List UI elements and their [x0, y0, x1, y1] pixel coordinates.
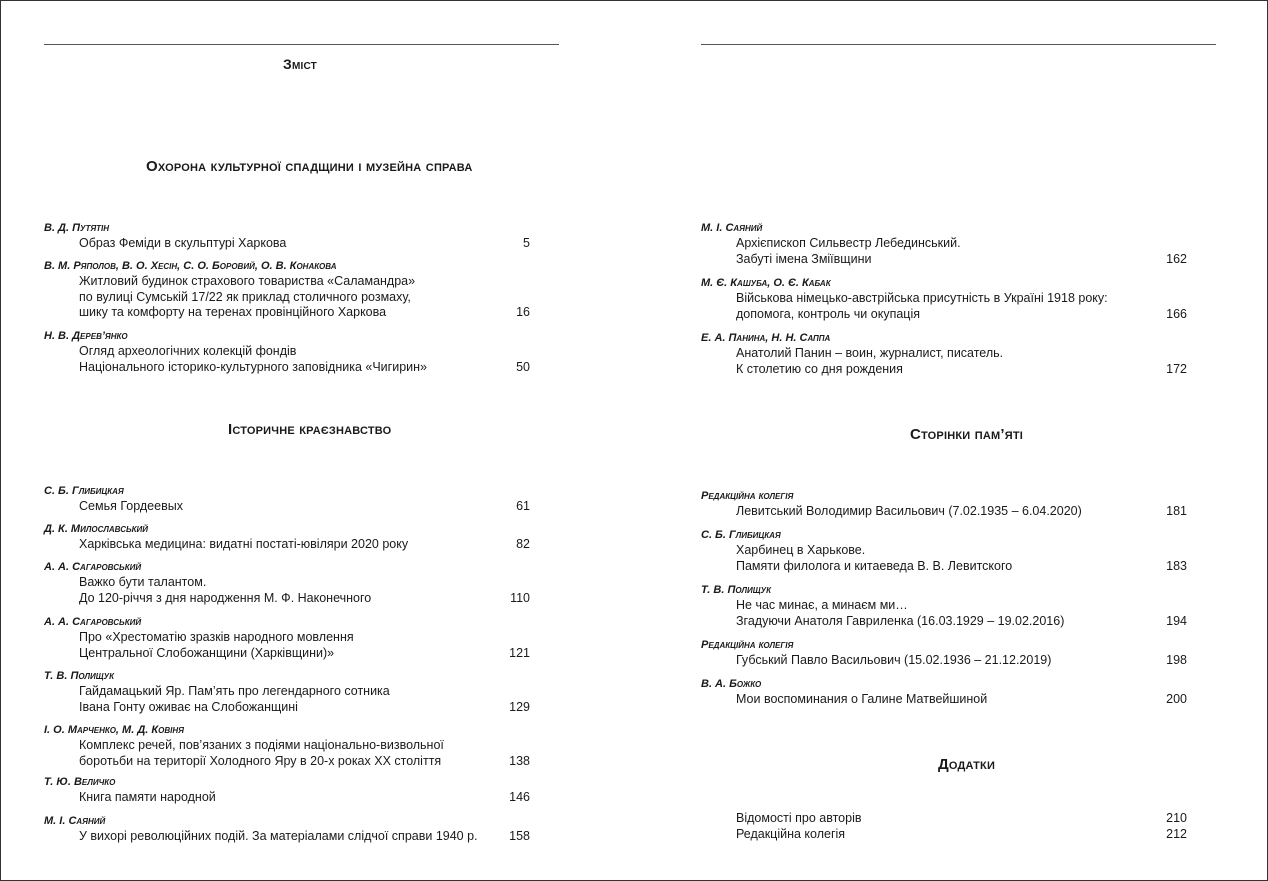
entry-title-line: боротьби на території Холодного Яру в 20-х роках ХХ століття: [79, 753, 442, 768]
entry-author: Редакційна колегія: [701, 639, 794, 651]
toc-entry[interactable]: [44, 615, 354, 661]
entry-author: С. Б. Глибицкая: [44, 485, 124, 497]
toc-entry[interactable]: [701, 677, 987, 708]
toc-entry[interactable]: [44, 560, 371, 606]
entry-title-line: Семья Гордеевых: [79, 499, 183, 513]
entry-author: І. О. Марченко, М. Д. Ковіня: [44, 724, 184, 736]
entry-page-number: 50: [516, 359, 530, 374]
toc-entry[interactable]: [44, 329, 427, 375]
entry-author: М. І. Саяний: [701, 222, 763, 234]
entry-page-number: 129: [509, 699, 530, 714]
entry-title-line: Анатолий Панин – воин, журналист, писатель.: [736, 346, 1004, 360]
entry-title-line: Центральної Слобожанщини (Харківщини)»: [79, 645, 335, 660]
toc-entry[interactable]: [701, 811, 862, 827]
entry-author: С. Б. Глибицкая: [701, 529, 781, 541]
entry-author: А. А. Сагаровський: [44, 616, 142, 628]
entry-page-number: 82: [516, 537, 530, 551]
entry-title-line: Національного історико-культурного заповідника «Чигирин»: [79, 359, 427, 374]
entry-page-number: 162: [1166, 251, 1187, 266]
entry-page-number: 61: [516, 499, 530, 513]
entry-title-line: Огляд археологічних колекцій фондів: [79, 344, 297, 358]
toc-entry[interactable]: [701, 331, 1003, 377]
entry-title-line: допомога, контроль чи окупація: [736, 306, 920, 321]
entry-title-line: До 120-річчя з дня народження М. Ф. Наконечного: [79, 590, 372, 605]
toc-entry[interactable]: [701, 638, 1051, 669]
toc-entry[interactable]: [701, 276, 1108, 322]
toc-entry[interactable]: [44, 669, 390, 715]
toc-entry[interactable]: [44, 221, 286, 252]
entry-title-line: Івана Гонту оживає на Слобожанщині: [79, 699, 298, 714]
toc-entry[interactable]: [44, 259, 415, 321]
entry-title-line: Важко бути талантом.: [79, 575, 207, 589]
entry-title-line: Архієпископ Сильвестр Лебединський.: [736, 236, 961, 250]
entry-title-line: Образ Феміди в скульптурі Харкова: [79, 236, 287, 250]
entry-title-line: Харківська медицина: видатні постаті-ювіляри 2020 року: [79, 537, 409, 551]
entry-title-line: Житловий будинок страхового товариства «Саламандра»: [79, 274, 416, 288]
toc-entry[interactable]: [701, 583, 1064, 629]
entry-page-number: 198: [1166, 653, 1187, 667]
entry-title-line: Харбинец в Харькове.: [736, 543, 866, 557]
entry-page-number: 121: [509, 645, 530, 660]
section-title-memory: Сторінки пам’яті: [910, 426, 1024, 443]
entry-page-number: 194: [1166, 613, 1187, 628]
section-title-appendix: Додатки: [938, 756, 996, 773]
entry-title-line: по вулиці Сумській 17/22 як приклад столичного розмаху,: [79, 289, 411, 304]
entry-title-line: Відомості про авторів: [736, 811, 862, 825]
entry-title-line: Про «Хрестоматію зразків народного мовлення: [79, 630, 354, 644]
entry-title-line: К столетию со дня рождения: [736, 361, 903, 376]
toc-entry[interactable]: [44, 775, 216, 806]
entry-author: Т. Ю. Величко: [44, 776, 116, 788]
entry-page-number: 110: [510, 590, 530, 605]
section-title-local-history: Історичне краєзнавство: [228, 421, 392, 438]
entry-author: В. А. Божко: [701, 678, 762, 690]
entry-author: В. Д. Путятін: [44, 222, 110, 234]
entry-page-number: 181: [1166, 504, 1187, 518]
entry-title-line: Військова німецько-австрійська присутність в Україні 1918 року:: [736, 291, 1108, 305]
right-header-rule: [701, 44, 1216, 45]
entry-page-number: 16: [516, 305, 530, 319]
entry-title-line: Губський Павло Васильович (15.02.1936 – 21.12.2019): [736, 653, 1052, 667]
toc-entry[interactable]: [701, 489, 1082, 520]
entry-page-number: 166: [1166, 306, 1187, 321]
entry-title-line: Гайдамацький Яр. Пам’ять про легендарного сотника: [79, 684, 390, 698]
entry-title-line: Не час минає, а минаєм ми…: [736, 598, 908, 612]
entry-title-line: Книга памяти народной: [79, 790, 216, 804]
entry-page-number: 146: [509, 790, 530, 804]
toc-entry[interactable]: [44, 522, 408, 553]
section-title-heritage: Охорона культурної спадщини і музейна справа: [146, 158, 473, 175]
entry-author: Е. А. Панина, Н. Н. Саппа: [701, 332, 831, 344]
page-title: Зміст: [283, 56, 317, 72]
entry-title-line: У вихорі революційних подій. За матеріалами слідчої справи 1940 р.: [79, 829, 478, 843]
entry-page-number: 210: [1166, 811, 1187, 825]
entry-title-line: Левитський Володимир Васильович (7.02.1935 – 6.04.2020): [736, 504, 1082, 518]
entry-author: В. М. Ряполов, В. О. Хесін, С. О. Боровий, О. В. Конакова: [44, 260, 337, 272]
toc-entry[interactable]: [701, 827, 845, 843]
entry-title-line: Згадуючи Анатоля Гавриленка (16.03.1929 – 19.02.2016): [736, 613, 1065, 628]
toc-entry[interactable]: [44, 814, 478, 845]
entry-author: Редакційна колегія: [701, 490, 794, 502]
entry-title-line: Памяти филолога и китаеведа В. В. Левитского: [736, 558, 1013, 573]
entry-title-line: Редакційна колегія: [736, 827, 846, 841]
entry-author: А. А. Сагаровський: [44, 561, 142, 573]
entry-page-number: 183: [1166, 558, 1187, 573]
toc-entry[interactable]: [44, 484, 183, 515]
toc-entry[interactable]: [44, 723, 444, 769]
left-header-rule: [44, 44, 559, 45]
entry-page-number: 158: [509, 829, 530, 843]
entry-author: М. І. Саяний: [44, 815, 106, 827]
entry-title-line: Забуті імена Зміївщини: [736, 251, 872, 266]
entry-title-line: Комплекс речей, пов’язаних з подіями національно-визвольної: [79, 738, 444, 752]
entry-page-number: 212: [1166, 827, 1187, 841]
toc-entry[interactable]: [701, 221, 961, 267]
entry-title-line: Мои воспоминания о Галине Матвейшиной: [736, 692, 988, 706]
entry-author: Т. В. Полищук: [44, 670, 114, 682]
entry-title-line: шику та комфорту на теренах провінційного Харкова: [79, 305, 387, 319]
entry-author: Д. К. Милославський: [44, 523, 149, 535]
toc-entry[interactable]: [701, 528, 1012, 574]
entry-author: М. Є. Кашуба, О. Є. Кабак: [701, 277, 831, 289]
entry-page-number: 5: [523, 236, 530, 250]
entry-page-number: 172: [1166, 361, 1187, 376]
entry-author: Т. В. Полищук: [701, 584, 771, 596]
entry-page-number: 138: [509, 753, 530, 768]
entry-author: Н. В. Дерев’янко: [44, 330, 128, 342]
entry-page-number: 200: [1166, 692, 1187, 706]
